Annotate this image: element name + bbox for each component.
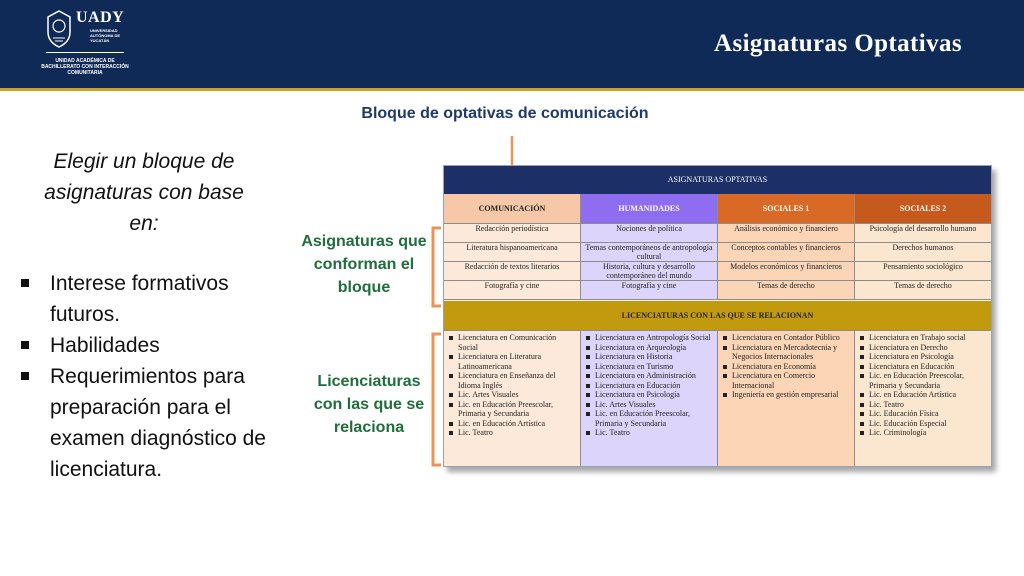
degrees-cell bbox=[581, 331, 718, 466]
intro-text: Elegir un bloque de asignaturas con base en: bbox=[44, 150, 244, 235]
list-item: Licenciatura en Literatura Latinoamericana bbox=[447, 352, 577, 371]
subjects-label: Asignaturas que conforman el bloque bbox=[301, 233, 427, 296]
degrees-header: LICENCIATURAS CON LAS QUE SE RELACIONAN bbox=[444, 301, 991, 331]
list-item: Licenciatura en Contador Público bbox=[721, 333, 851, 343]
table-cell: Análisis económico y financiero bbox=[718, 224, 855, 243]
list-item: Licenciatura en Enseñanza del Idioma Inglés bbox=[447, 371, 577, 390]
table-cell: Temas de derecho bbox=[718, 281, 855, 300]
degrees-label: Licenciaturas con las que se relaciona bbox=[313, 373, 425, 436]
list-item: Interese formativos futuros. bbox=[18, 268, 278, 330]
table-cell: Nociones de política bbox=[581, 224, 718, 243]
list-item: Lic. Artes Visuales bbox=[584, 400, 714, 410]
category-row bbox=[444, 194, 991, 224]
list-item: Requerimientos para preparación para el examen diagnóstico de licenciatura. bbox=[18, 361, 278, 485]
table-cell: Redacción periodística bbox=[444, 224, 581, 243]
table-cell: Fotografía y cine bbox=[444, 281, 581, 300]
category-header: SOCIALES 1 bbox=[718, 194, 855, 224]
list-item: Licenciatura en Turismo bbox=[584, 362, 714, 372]
degree-list bbox=[721, 333, 851, 400]
list-item: Licenciatura en Mercadotecnia y Negocios Internacionales bbox=[721, 343, 851, 362]
list-item: Lic. en Educación Artística bbox=[858, 390, 988, 400]
degree-list bbox=[447, 333, 577, 438]
table-row bbox=[444, 224, 991, 243]
list-item: Licenciatura en Administración bbox=[584, 371, 714, 381]
list-item: Licenciatura en Psicología bbox=[584, 390, 714, 400]
category-header: COMUNICACIÓN bbox=[444, 194, 581, 224]
page-title: Asignaturas Optativas bbox=[713, 30, 962, 57]
list-item: Lic. en Educación Preescolar, Primaria y Secundaria bbox=[584, 409, 714, 428]
table-cell: Psicología del desarrollo humano bbox=[855, 224, 991, 243]
logo-unit: UNIDAD ACADÉMICA DE BACHILLERATO CON INTERACCIÓN COMUNITARIA bbox=[41, 58, 129, 76]
degrees-cell bbox=[444, 331, 581, 466]
table-row bbox=[444, 281, 991, 300]
degrees-brace-icon bbox=[433, 334, 441, 465]
degrees-cell bbox=[718, 331, 855, 466]
logo-university: UNIVERSIDAD AUTÓNOMA DE YUCATÁN bbox=[90, 28, 121, 43]
table-cell: Temas contemporáneos de antropología cultural bbox=[581, 243, 718, 262]
list-item: Lic. Artes Visuales bbox=[447, 390, 577, 400]
list-item: Lic. Educación Especial bbox=[858, 419, 988, 429]
list-item: Lic. Criminología bbox=[858, 428, 988, 438]
list-item: Licenciatura en Educación bbox=[858, 362, 988, 372]
list-item: Lic. Teatro bbox=[447, 428, 577, 438]
list-item: Lic. Educación Física bbox=[858, 409, 988, 419]
list-item: Habilidades bbox=[18, 330, 278, 361]
list-item: Licenciatura en Comercio Internacional bbox=[721, 371, 851, 390]
block-label: Bloque de optativas de comunicación bbox=[361, 105, 649, 122]
list-item: Licenciatura en Comunicación Social bbox=[447, 333, 577, 352]
list-item: Lic. en Educación Artística bbox=[447, 419, 577, 429]
logo-name: UADY bbox=[76, 9, 125, 26]
table-cell: Redacción de textos literarios bbox=[444, 262, 581, 281]
table-row bbox=[444, 243, 991, 262]
table-cell: Temas de derecho bbox=[855, 281, 991, 300]
table-cell: Historia, cultura y desarrollo contemporáneo del mundo bbox=[581, 262, 718, 281]
list-item: Licenciatura en Trabajo social bbox=[858, 333, 988, 343]
list-item: Licenciatura en Educación bbox=[584, 381, 714, 391]
list-item: Licenciatura en Economía bbox=[721, 362, 851, 372]
table-row bbox=[444, 262, 991, 281]
list-item: Lic. en Educación Preescolar, Primaria y Secundaria bbox=[447, 400, 577, 419]
table-cell: Pensamiento sociológico bbox=[855, 262, 991, 281]
list-item: Licenciatura en Arqueología bbox=[584, 343, 714, 353]
list-item: Licenciatura en Psicología bbox=[858, 352, 988, 362]
list-item: Licenciatura en Antropología Social bbox=[584, 333, 714, 343]
list-item: Ingeniería en gestión empresarial bbox=[721, 390, 851, 400]
table-cell: Conceptos contables y financieros bbox=[718, 243, 855, 262]
table-cell: Modelos económicos y financieros bbox=[718, 262, 855, 281]
table-cell: Fotografía y cine bbox=[581, 281, 718, 300]
list-item: Licenciatura en Derecho bbox=[858, 343, 988, 353]
degree-list bbox=[584, 333, 714, 438]
degree-list bbox=[858, 333, 988, 438]
table-cell: Derechos humanos bbox=[855, 243, 991, 262]
optional-subjects-table bbox=[443, 165, 992, 467]
list-item: Lic. Teatro bbox=[584, 428, 714, 438]
subjects-brace-icon bbox=[433, 228, 441, 306]
degrees-cell bbox=[855, 331, 991, 466]
list-item: Lic. en Educación Preescolar, Primaria y Secundaria bbox=[858, 371, 988, 390]
table-cell: Literatura hispanoamericana bbox=[444, 243, 581, 262]
category-header: HUMANIDADES bbox=[581, 194, 718, 224]
list-item: Licenciatura en Historia bbox=[584, 352, 714, 362]
category-header: SOCIALES 2 bbox=[855, 194, 991, 224]
degrees-row bbox=[444, 331, 991, 466]
list-item: Lic. Teatro bbox=[858, 400, 988, 410]
table-title: ASIGNATURAS OPTATIVAS bbox=[444, 166, 991, 194]
